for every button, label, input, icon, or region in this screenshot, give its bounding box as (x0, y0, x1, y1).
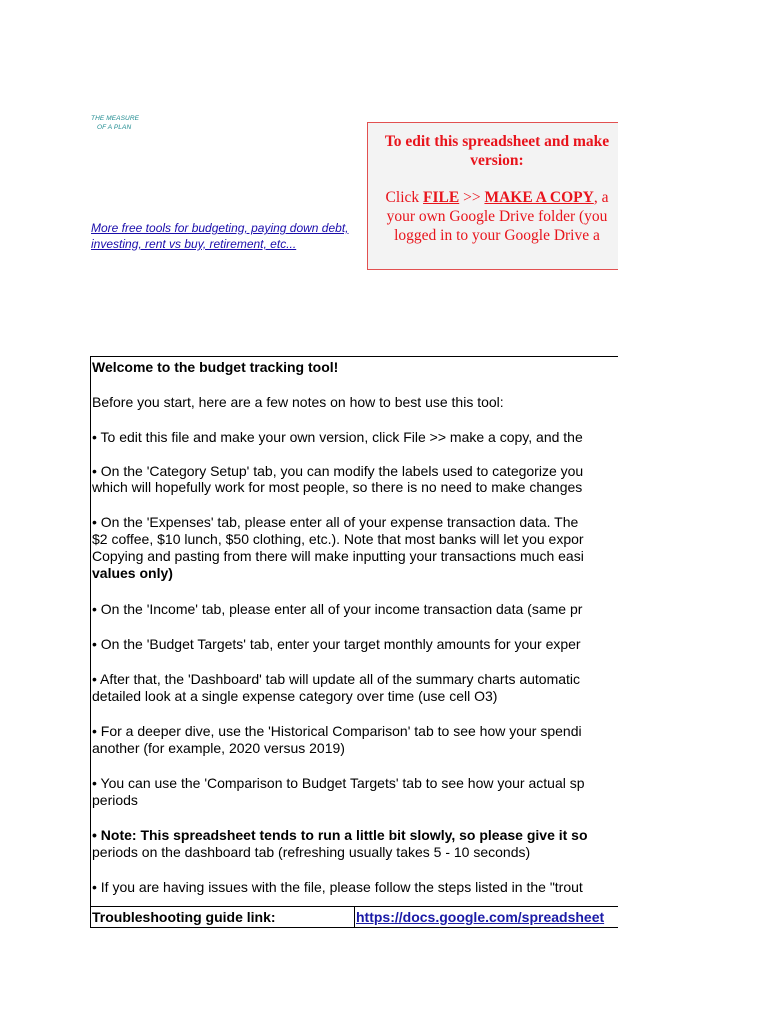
make-copy-instructions-box (367, 122, 627, 270)
note-issues: • If you are having issues with the file, please follow the steps listed in the "trout (92, 879, 583, 895)
note-expenses-line-4: values only) (92, 565, 173, 581)
welcome-intro: Before you start, here are a few notes on how to best use this tool: (92, 394, 504, 410)
copy-box-body-suffix: , a (593, 189, 609, 206)
note-expenses-line-2: $2 coffee, $10 lunch, $50 clothing, etc.). Note that most banks will let you expor (92, 531, 584, 547)
logo (91, 114, 143, 132)
welcome-notes-panel (90, 356, 630, 928)
note-edit-file: • To edit this file and make your own version, click File >> make a copy, and the (92, 429, 583, 445)
note-budget-targets: • On the 'Budget Targets' tab, enter your target monthly amounts for your exper (92, 636, 581, 652)
viewport-clip (618, 0, 768, 1024)
make-a-copy-keyword: MAKE A COPY (484, 189, 594, 206)
note-comparison-line-1: • You can use the 'Comparison to Budget Targets' tab to see how your actual sp (92, 775, 585, 791)
note-expenses-line-1: • On the 'Expenses' tab, please enter all of your expense transaction data. The (92, 514, 579, 530)
note-slow-line-1: • Note: This spreadsheet tends to run a little bit slowly, so please give it so (92, 827, 588, 843)
troubleshooting-guide-link[interactable]: https://docs.google.com/spreadsheet (356, 909, 605, 925)
copy-box-body (368, 188, 626, 245)
copy-box-title-line-2: version: (470, 152, 524, 169)
more-tools-link[interactable]: More free tools for budgeting, paying down debt, investing, rent vs buy, retirement, etc... (91, 221, 349, 251)
note-slow-line-2: periods on the dashboard tab (refreshing usually takes 5 - 10 seconds) (92, 844, 531, 860)
copy-box-body-prefix: Click (385, 189, 424, 206)
note-historical-line-2: another (for example, 2020 versus 2019) (92, 740, 345, 756)
copy-box-body-line-3: logged in to your Google Drive a (394, 227, 600, 244)
note-income: • On the 'Income' tab, please enter all of your income transaction data (same pr (92, 601, 583, 617)
note-historical-line-1: • For a deeper dive, use the 'Historical Comparison' tab to see how your spendi (92, 723, 582, 739)
note-category-setup-line-2: which will hopefully work for most people, so there is no need to make changes (92, 479, 583, 495)
troubleshooting-label: Troubleshooting guide link: (92, 909, 276, 925)
cell-divider (354, 907, 355, 928)
copy-box-arrow: >> (459, 189, 485, 206)
copy-box-title-line-1: To edit this spreadsheet and make (384, 133, 610, 150)
note-comparison-line-2: periods (92, 792, 138, 808)
logo-line-2: OF A PLAN (97, 124, 132, 131)
copy-box-title (368, 132, 626, 170)
troubleshooting-row (91, 906, 630, 928)
note-dashboard-line-1: • After that, the 'Dashboard' tab will update all of the summary charts automatic (92, 671, 581, 687)
file-menu-keyword: FILE (423, 189, 460, 206)
copy-box-body-line-2: your own Google Drive folder (you (386, 208, 608, 225)
copy-box-body-line-1 (368, 188, 626, 207)
note-category-setup-line-1: • On the 'Category Setup' tab, you can modify the labels used to categorize you (92, 463, 584, 479)
note-dashboard-line-2: detailed look at a single expense category over time (use cell O3) (92, 688, 498, 704)
note-expenses-line-3: Copying and pasting from there will make inputting your transactions much easi (92, 548, 584, 564)
welcome-title: Welcome to the budget tracking tool! (92, 359, 339, 375)
logo-line-1: THE MEASURE (91, 115, 140, 122)
